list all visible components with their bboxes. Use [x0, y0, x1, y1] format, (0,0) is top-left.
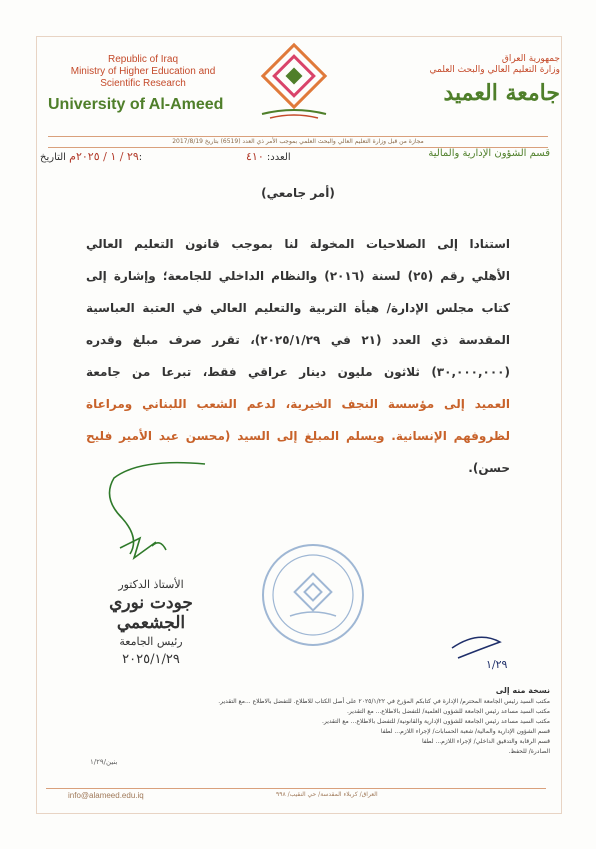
body-line: المقدسة ذي العدد (٢١ في ٢٠٢٥/١/٢٩)، تقرر صرف مبلغ وقدره [86, 333, 510, 347]
english-header [48, 54, 238, 114]
body-line: (٣٠,٠٠٠,٠٠٠) ثلاثون مليون دينار عراقي فقط، تبرعا من جامعة [86, 365, 510, 379]
page-footer [46, 788, 546, 801]
signature-block [76, 578, 226, 667]
arabic-header [400, 54, 560, 106]
handwritten-signature [100, 458, 220, 568]
initials-date: ١/٢٩ [486, 658, 508, 671]
document-number [246, 150, 291, 163]
number-label: العدد: [266, 152, 291, 163]
header-line-republic: Republic of Iraq [107, 54, 179, 65]
signer-title: الأستاذ الدكتور [118, 578, 184, 591]
number-value: ٤١٠ [246, 150, 264, 163]
header-line-ministry: Ministry of Higher Education and [70, 66, 216, 77]
footer-address: العراق/ كربلاء المقدسة/ حي النقيب/ ٩٩٨ [276, 791, 378, 798]
university-name-arabic: جامعة العميد [443, 80, 560, 106]
copy-recipient: مكتب السيد مساعد رئيس الجامعة للشؤون الإدارية والقانونية/ للتفضل بالاطلاع... مع التقدير. [322, 718, 550, 725]
copies-to-list [80, 686, 550, 757]
body-line: استنادا إلى الصلاحيات المخولة لنا بموجب قانون التعليم العالي [86, 237, 510, 251]
copies-to-title: نسخة منه إلى [495, 686, 550, 695]
license-banner: مجازة من قبل وزارة التعليم العالي والبحث العلمي بموجب الأمر ذي العدد (6519) بتاريخ 2017/8/19 [48, 136, 548, 148]
initials-scribble [448, 628, 518, 674]
order-body [86, 228, 510, 484]
date-label: التاريخ: [40, 152, 143, 163]
body-line-highlight: العميد إلى مؤسسة النجف الخيرية، لدعم الشعب اللبناني ومراعاة [86, 397, 510, 411]
university-seal [260, 542, 366, 648]
header-line-ministry-ar: وزارة التعليم العالي والبحث العلمي [429, 65, 560, 75]
body-line: الأهلي رقم (٢٥) لسنة (٢٠١٦) والنظام الداخلي للجامعة؛ وإشارة إلى [86, 269, 510, 283]
copy-recipient: قسم الشؤون الإدارية والمالية/ شعبة الحسابات/ لإجراء اللازم... لطفا [380, 728, 550, 735]
signature-date: ٢٠٢٥/١/٢٩ [122, 652, 180, 667]
signer-position: رئيس الجامعة [119, 635, 183, 648]
copy-recipient: مكتب السيد رئيس الجامعة المحترم/ الإدارة في كتابكم المؤرخ في ٢٠٢٥/١/٢٢ على أصل الكتاب للاطلاع. للتفضل بالاطلاع ...مع التقدير. [218, 698, 550, 705]
university-logo [252, 36, 336, 122]
copy-recipient: مكتب السيد مساعد رئيس الجامعة للشؤون العلمية/ للتفضل بالاطلاع... مع التقدير. [346, 708, 550, 715]
university-name-english: University of Al-Ameed [48, 96, 224, 113]
date-value: ٢٩ / ١ / ٢٠٢٥م [69, 150, 139, 163]
reference-note: بنين/١/٢٩ [90, 758, 118, 766]
header-line-republic-ar: جمهورية العراق [501, 54, 560, 64]
body-line: كتاب مجلس الإدارة/ هيأة التربية والتعليم العالي في العتبة العباسية [86, 301, 510, 315]
header-line-research: Scientific Research [100, 78, 186, 89]
body-line: حسن). [468, 461, 510, 475]
copy-recipient: قسم الرقابة والتدقيق الداخلي/ لإجراء اللازم... لطفا [421, 738, 550, 745]
document-title: (أمر جامعي) [261, 186, 335, 200]
body-line-highlight: لظروفهم الإنسانية. ويسلم المبلغ إلى السيد (محسن عبد الأمير فليح [86, 429, 510, 443]
department-name: قسم الشؤون الإدارية والمالية [428, 148, 550, 159]
document-date [40, 150, 142, 163]
footer-email: info@alameed.edu.iq [68, 791, 144, 800]
signer-name: جودت نوري الجشعمي [109, 593, 193, 633]
copy-recipient: الصادرة/ للحفظ. [508, 748, 550, 755]
